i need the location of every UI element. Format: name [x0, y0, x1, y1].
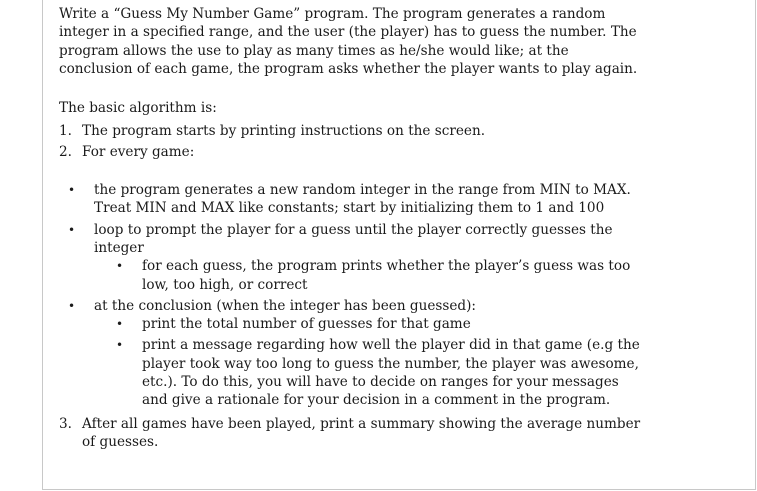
sub-bullet-text: print the total number of guesses for that game [142, 316, 471, 333]
step-text: For every game: [82, 143, 195, 160]
bullet-icon: • [68, 222, 76, 237]
step-2 [59, 143, 644, 161]
intro-paragraph: Write a “Guess My Number Game” program. The program generates a random integer in a specified range, and the user (the player) has to guess the number. The program allows the use to play as many times as he/she would like; at the conclusion of each game, the program asks whether the player wants to play again. [59, 6, 638, 77]
bullet-icon: • [116, 317, 124, 332]
step-3 [59, 415, 644, 452]
sub-bullet-item [116, 315, 644, 333]
step-text: The program starts by printing instructions on the screen. [82, 123, 486, 140]
bullet-item [68, 221, 644, 294]
step-number: 3. [59, 415, 72, 432]
bullet-icon: • [116, 338, 124, 353]
sub-bullet-item [116, 257, 644, 294]
sub-bullet-list [116, 257, 644, 294]
game-bullet-list [68, 181, 644, 410]
document-body [59, 5, 644, 451]
bullet-text: the program generates a new random integer in the range from MIN to MAX. Treat MIN and MAX like constants; start by initializing them to 1 and 100 [94, 182, 631, 217]
sub-bullet-list [116, 315, 644, 409]
algorithm-heading: The basic algorithm is: [59, 100, 217, 117]
bullet-text: loop to prompt the player for a guess until the player correctly guesses the integer [94, 221, 613, 256]
sub-bullet-text: for each guess, the program prints whether the player’s guess was too low, too high, or correct [142, 258, 631, 293]
step-number: 2. [59, 143, 72, 160]
bullet-icon: • [116, 259, 124, 274]
sub-bullet-text: print a message regarding how well the player did in that game (e.g the player took way too long to guess the number, the player was awesome, etc.). To do this, you will have to decide on ranges for your messages and give a rationale for your decision in a comment in the program. [142, 337, 640, 409]
bullet-text: at the conclusion (when the integer has been guessed): [94, 297, 477, 314]
step-text: After all games have been played, print a summary showing the average number of guesses. [82, 415, 641, 450]
bullet-item [68, 297, 644, 410]
step-number: 1. [59, 123, 72, 140]
sub-bullet-item [116, 336, 644, 409]
step-1 [59, 122, 644, 140]
bullet-item [68, 181, 644, 218]
bullet-icon: • [68, 183, 76, 198]
bullet-icon: • [68, 298, 76, 313]
